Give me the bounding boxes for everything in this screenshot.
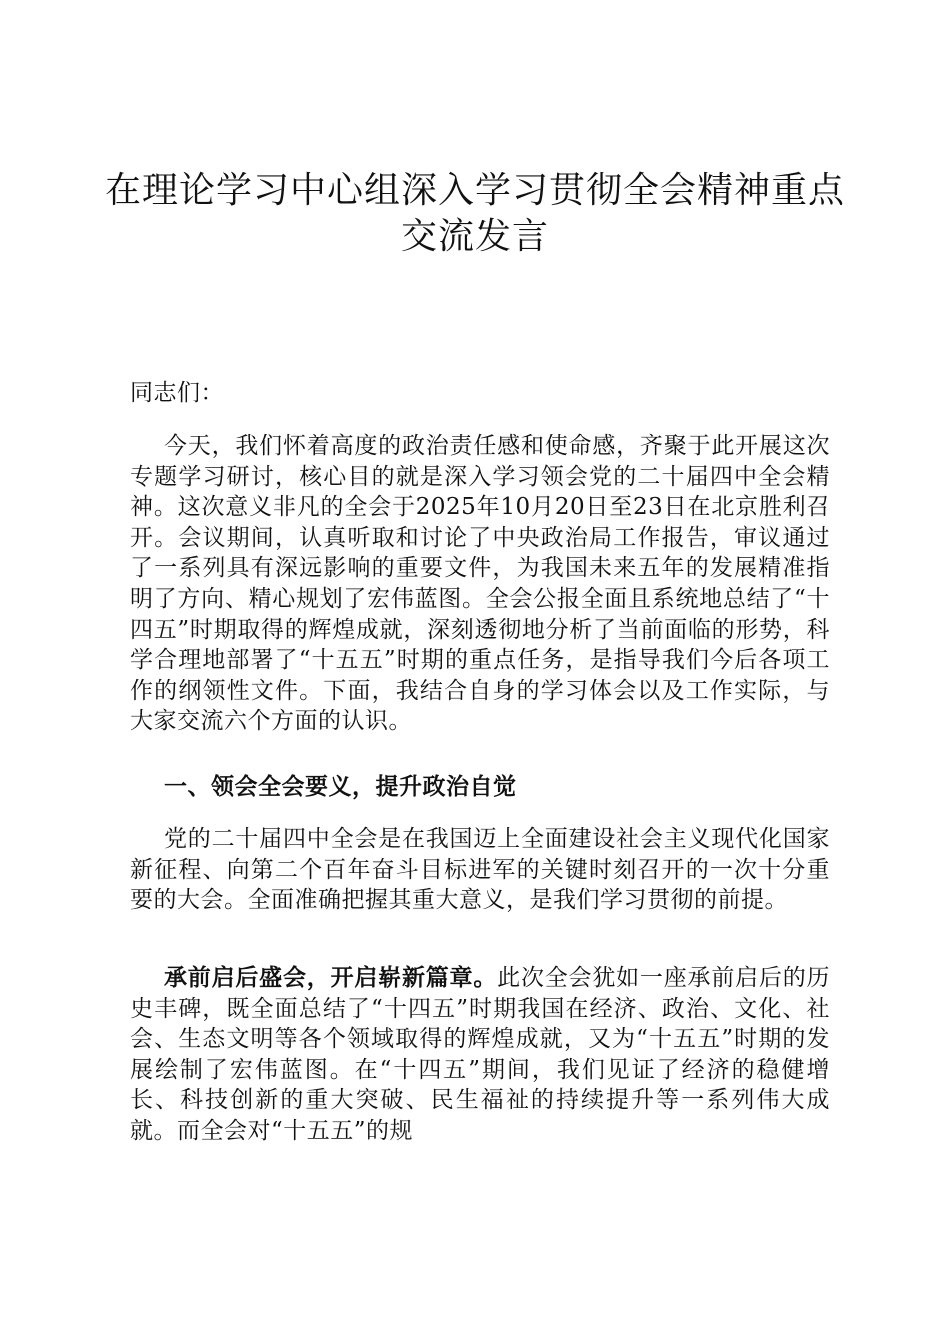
document-title bbox=[100, 168, 850, 260]
title-line-2: 交流发言 bbox=[400, 216, 549, 257]
intro-paragraph: 今天，我们怀着高度的政治责任感和使命感，齐聚于此开展这次专题学习研讨，核心目的就是深入学习领会党的二十届四中全会精神。这次意义非凡的全会于2025年10月20日至23日在北京胜利召开。会议期间，认真听取和讨论了中央政治局工作报告，审议通过了一系列具有深远影响的重要文件，为我国未来五年的发展精准指明了方向、精心规划了宏伟蓝图。全会公报全面且系统地总结了“十四五”时期取得的辉煌成就，深刻透彻地分析了当前面临的形势，科学合理地部署了“十五五”时期的重点任务，是指导我们今后各项工作的纲领性文件。下面，我结合自身的学习体会以及工作实际，与大家交流六个方面的认识。 bbox=[130, 433, 830, 735]
section-1-paragraph: 党的二十届四中全会是在我国迈上全面建设社会主义现代化国家新征程、向第二个百年奋斗目标进军的关键时刻召开的一次十分重要的大会。全面准确把握其重大意义，是我们学习贯彻的前提。 bbox=[130, 826, 830, 914]
subparagraph-lead: 承前启后盛会，开启崭新篇章。 bbox=[164, 964, 498, 991]
section-1-subparagraph bbox=[130, 963, 830, 1147]
title-line-1: 在理论学习中心组深入学习贯彻全会精神重点 bbox=[104, 170, 845, 211]
subparagraph-body: 此次全会犹如一座承前启后的历史丰碑，既全面总结了“十四五”时期我国在经济、政治、文化、社会、生态文明等各个领域取得的辉煌成就，又为“十五五”时期的发展绘制了宏伟蓝图。在“十四五”期间，我们见证了经济的稳健增长、科技创新的重大突破、民生福祉的持续提升等一系列伟大成就。而全会对“十五五”的规 bbox=[130, 965, 831, 1144]
section-heading-1: 一、领会全会要义，提升政治自觉 bbox=[164, 773, 517, 800]
salutation: 同志们： bbox=[130, 380, 224, 406]
